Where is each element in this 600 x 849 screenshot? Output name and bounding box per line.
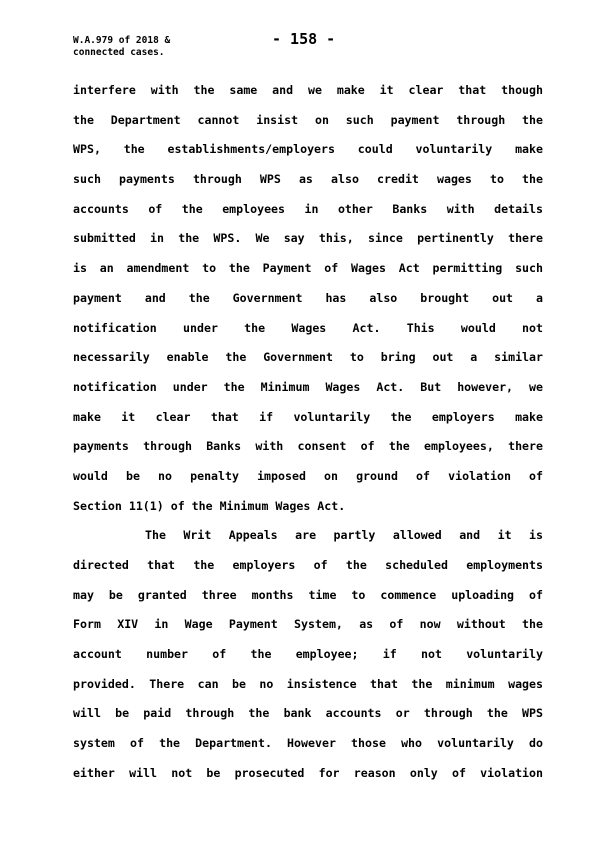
text-line: payments through Banks with consent of the employees, there bbox=[73, 439, 543, 454]
paragraph-2 bbox=[73, 522, 543, 789]
text-line: submitted in the WPS. We say this, since pertinently there bbox=[73, 231, 543, 246]
text-line: accounts of the employees in other Banks with details bbox=[73, 201, 543, 216]
text-line: Form XIV in Wage Payment System, as of now without the bbox=[73, 617, 543, 632]
text-line: notification under the Wages Act. This would not bbox=[73, 320, 543, 335]
text-line: Section 11(1) of the Minimum Wages Act. bbox=[73, 498, 346, 513]
text-line: make it clear that if voluntarily the employers make bbox=[73, 409, 543, 424]
text-line: interfere with the same and we make it clear that though bbox=[73, 83, 543, 97]
text-line: The Writ Appeals are partly allowed and it is bbox=[145, 528, 543, 543]
case-reference-line-2: connected cases. bbox=[73, 47, 165, 58]
text-line: account number of the employee; if not voluntarily bbox=[73, 647, 543, 662]
text-line: the Department cannot insist on such payment through the bbox=[73, 112, 543, 127]
text-line: may be granted three months time to commence uploading of bbox=[73, 587, 543, 602]
text-line: such payments through WPS as also credit wages to the bbox=[73, 172, 543, 187]
text-line: system of the Department. However those who voluntarily do bbox=[73, 736, 543, 751]
case-reference bbox=[73, 35, 170, 59]
paragraph-1 bbox=[73, 77, 543, 522]
text-line: is an amendment to the Payment of Wages Act permitting such bbox=[73, 261, 543, 276]
text-line: payment and the Government has also brought out a bbox=[73, 290, 543, 305]
text-line: notification under the Minimum Wages Act. But however, we bbox=[73, 379, 543, 394]
text-line: directed that the employers of the scheduled employments bbox=[73, 558, 543, 572]
text-line: will be paid through the bank accounts or through the WPS bbox=[73, 706, 543, 721]
text-line: provided. There can be no insistence that the minimum wages bbox=[73, 676, 543, 691]
text-line: would be no penalty imposed on ground of violation of bbox=[73, 468, 543, 483]
case-reference-line-1: W.A.979 of 2018 & bbox=[73, 35, 171, 46]
judgment-body bbox=[73, 77, 543, 790]
text-line: necessarily enable the Government to bring out a similar bbox=[73, 350, 543, 365]
text-line: either will not be prosecuted for reason only of violation bbox=[73, 765, 543, 780]
page-number: - 158 - bbox=[272, 30, 336, 48]
text-line: WPS, the establishments/employers could voluntarily make bbox=[73, 142, 543, 157]
